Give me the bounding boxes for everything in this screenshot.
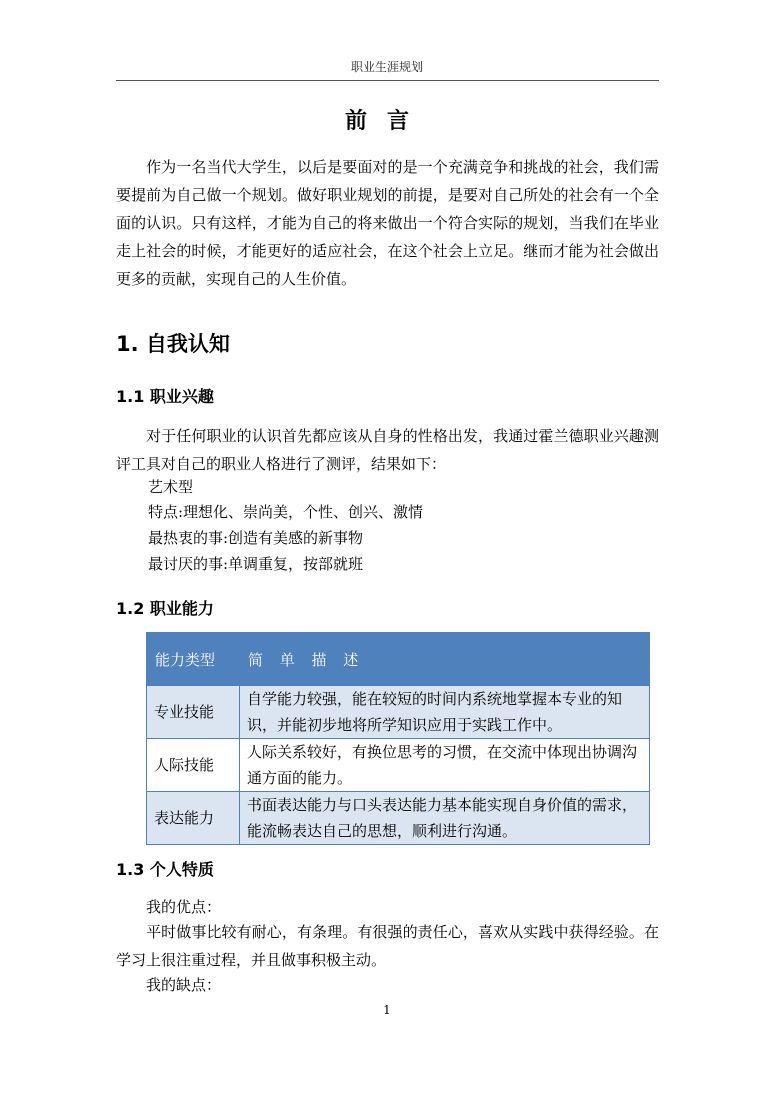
page-number: 1 — [383, 1003, 391, 1017]
table-row — [147, 792, 650, 845]
column-header-type: 能力类型 — [147, 633, 240, 686]
header-rule — [116, 80, 659, 81]
virtue-label: 我的优点： — [146, 898, 222, 916]
virtue-text: 平时做事比较有耐心，有条理。有很强的责任心，喜欢从实践中获得经验。在学习上很注重过程，并且做事积极主动。 — [116, 923, 659, 969]
column-header-description: 简 单 描 述 — [240, 633, 650, 686]
interest-line: 最热衷的事:创造有美感的新事物 — [148, 529, 364, 547]
subsection-heading-interest: 1.1 职业兴趣 — [116, 387, 214, 406]
fault-label: 我的缺点： — [146, 976, 222, 994]
table-row — [147, 739, 650, 792]
section-heading-self-awareness: 1. 自我认知 — [116, 332, 230, 356]
preface-paragraph — [116, 153, 659, 293]
preface-text: 作为一名当代大学生，以后是要面对的是一个充满竞争和挑战的社会，我们需要提前为自己做一个规划。做好职业规划的前提，是要对自己所处的社会有一个全面的认识。只有这样，才能为自己的将来做出一个符合实际的规划，当我们在毕业走上社会的时候，才能更好的适应社会，在这个社会上立足。继而才能为社会做出更多的贡献，实现自己的人生价值。 — [116, 158, 659, 288]
interest-line: 最讨厌的事:单调重复，按部就班 — [148, 555, 364, 573]
subsection-heading-traits: 1.3 个人特质 — [116, 860, 214, 879]
virtue-paragraph — [116, 918, 659, 974]
interest-line: 特点:理想化、崇尚美，个性、创兴、激情 — [148, 503, 424, 521]
ability-type-cell: 人际技能 — [147, 739, 240, 792]
ability-type-cell: 表达能力 — [147, 792, 240, 845]
subsection-heading-ability: 1.2 职业能力 — [116, 599, 214, 618]
ability-desc-cell: 书面表达能力与口头表达能力基本能实现自身价值的需求，能流畅表达自己的思想，顺利进行沟通。 — [240, 792, 650, 845]
ability-table — [146, 632, 650, 845]
virtue-label-paragraph — [116, 893, 659, 921]
fault-label-paragraph — [116, 971, 659, 999]
interest-intro: 对于任何职业的认识首先都应该从自身的性格出发，我通过霍兰德职业兴趣测评工具对自己的职业人格进行了测评，结果如下： — [116, 427, 659, 473]
ability-desc-cell: 自学能力较强，能在较短的时间内系统地掌握本专业的知识，并能初步地将所学知识应用于实践工作中。 — [240, 686, 650, 739]
running-header: 职业生涯规划 — [350, 60, 423, 74]
interest-line: 艺术型 — [148, 478, 194, 496]
interest-paragraph — [116, 422, 659, 478]
preface-title: 前言 — [344, 108, 429, 134]
table-header-row — [147, 633, 650, 686]
ability-desc-cell: 人际关系较好，有换位思考的习惯，在交流中体现出协调沟通方面的能力。 — [240, 739, 650, 792]
ability-type-cell: 专业技能 — [147, 686, 240, 739]
table-row — [147, 686, 650, 739]
